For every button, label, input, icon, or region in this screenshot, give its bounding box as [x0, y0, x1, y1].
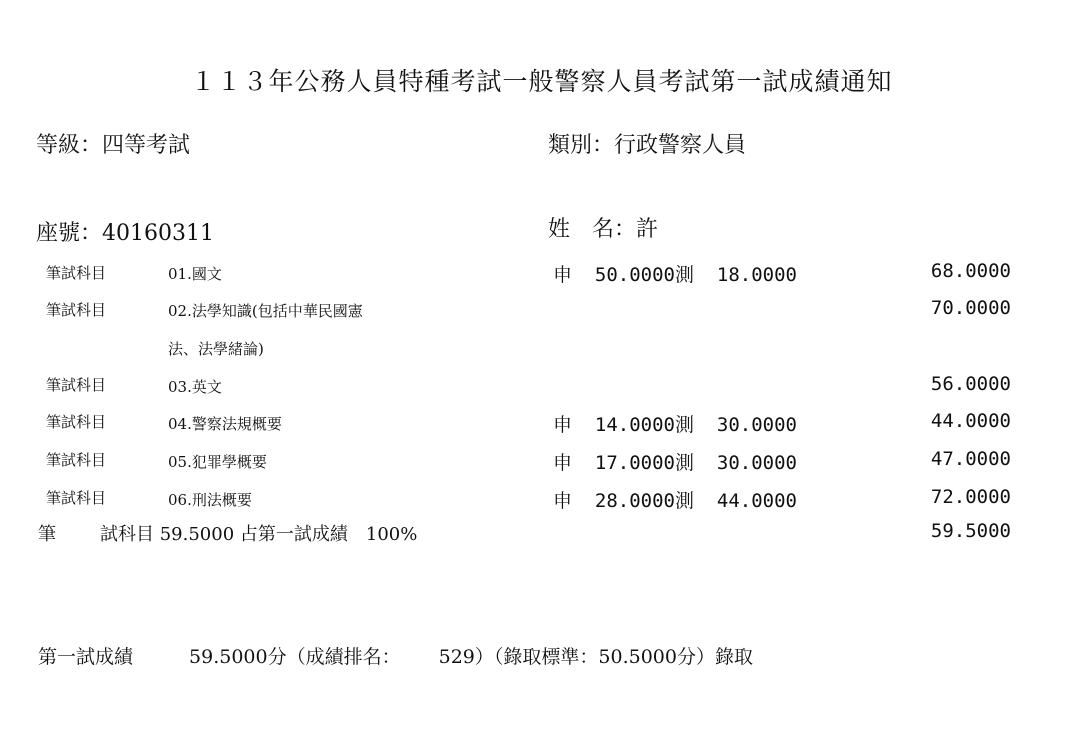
row-1-ce-value: 18.0000 [716, 264, 797, 286]
row-3-label: 筆試科目 [46, 376, 107, 394]
row-5-ce-value: 30.0000 [716, 452, 797, 474]
row-6-ce-value: 44.0000 [716, 490, 797, 512]
summary-text: 試科目 59.5000 占第一試成績 100% [100, 524, 418, 545]
name-field [548, 212, 658, 243]
row-6-shen-value: 申 28.0000測 44.0000 [553, 490, 797, 512]
rank-value: 529） [438, 646, 494, 668]
row-5-label: 筆試科目 [46, 451, 107, 469]
row-2-label: 筆試科目 [46, 301, 107, 319]
name-label: 姓 名： [548, 217, 637, 242]
grade-value: 四等考試 [102, 133, 191, 158]
row-5-subject: 05.犯罪學概要 [168, 453, 267, 471]
admission-result: 錄取 [714, 646, 753, 668]
row-4-label: 筆試科目 [46, 413, 107, 431]
row-4-subject: 04.警察法規概要 [168, 415, 282, 433]
grade-label: 等級： [36, 133, 103, 158]
row-5-shen-value: 申 17.0000測 30.0000 [553, 452, 797, 474]
row-4-shen-mark: 申 [553, 414, 573, 436]
summary-char: 筆 [38, 524, 56, 545]
row-4-shen-value: 申 14.0000測 30.0000 [553, 414, 797, 436]
row-4-ce-mark: 測 [674, 414, 694, 436]
rank-label: （成績排名： [286, 646, 401, 668]
first-stage-score: 59.5000分 [189, 646, 287, 668]
row-1-shen-value: 申 50.0000測 18.0000 [553, 264, 797, 286]
seat-field [36, 216, 214, 247]
row-2-score: 70.0000 [930, 297, 1011, 319]
seat-label: 座號： [36, 221, 103, 246]
category-value: 行政警察人員 [614, 133, 747, 158]
row-2-subject-continued: 法、法學緒論) [168, 340, 264, 358]
row-6-label: 筆試科目 [46, 489, 107, 507]
row-5-shen-mark: 申 [553, 452, 573, 474]
row-1-score: 68.0000 [930, 260, 1011, 282]
row-6-ce-mark: 測 [674, 490, 694, 512]
row-4-ce-value: 30.0000 [716, 414, 797, 436]
standard-value: 50.5000分） [598, 646, 715, 668]
row-1-shen-mark: 申 [553, 264, 573, 286]
standard-label: （錄取標準： [493, 646, 599, 668]
category-field [548, 128, 746, 159]
category-label: 類別： [548, 133, 615, 158]
row-4-score: 44.0000 [930, 410, 1011, 432]
summary-score: 59.5000 [930, 520, 1011, 542]
row-2-subject: 02.法學知識(包括中華民國憲 [168, 302, 363, 320]
document-title: １１３年公務人員特種考試一般警察人員考試第一試成績通知 [190, 67, 893, 96]
row-3-score: 56.0000 [930, 373, 1011, 395]
name-value: 許 [636, 217, 659, 242]
row-6-shen-mark: 申 [553, 490, 573, 512]
row-1-subject: 01.國文 [168, 265, 222, 283]
first-stage-result-line [38, 642, 753, 669]
summary-line [38, 520, 417, 546]
seat-number: 40160311 [102, 221, 214, 246]
row-5-score: 47.0000 [930, 448, 1011, 470]
grade-field [36, 128, 190, 159]
row-1-ce-mark: 測 [674, 264, 694, 286]
row-5-ce-mark: 測 [674, 452, 694, 474]
row-1-label: 筆試科目 [46, 264, 107, 282]
row-3-subject: 03.英文 [168, 378, 222, 396]
row-6-score: 72.0000 [930, 486, 1011, 508]
first-stage-label: 第一試成績 [38, 646, 134, 668]
row-6-subject: 06.刑法概要 [168, 491, 252, 509]
